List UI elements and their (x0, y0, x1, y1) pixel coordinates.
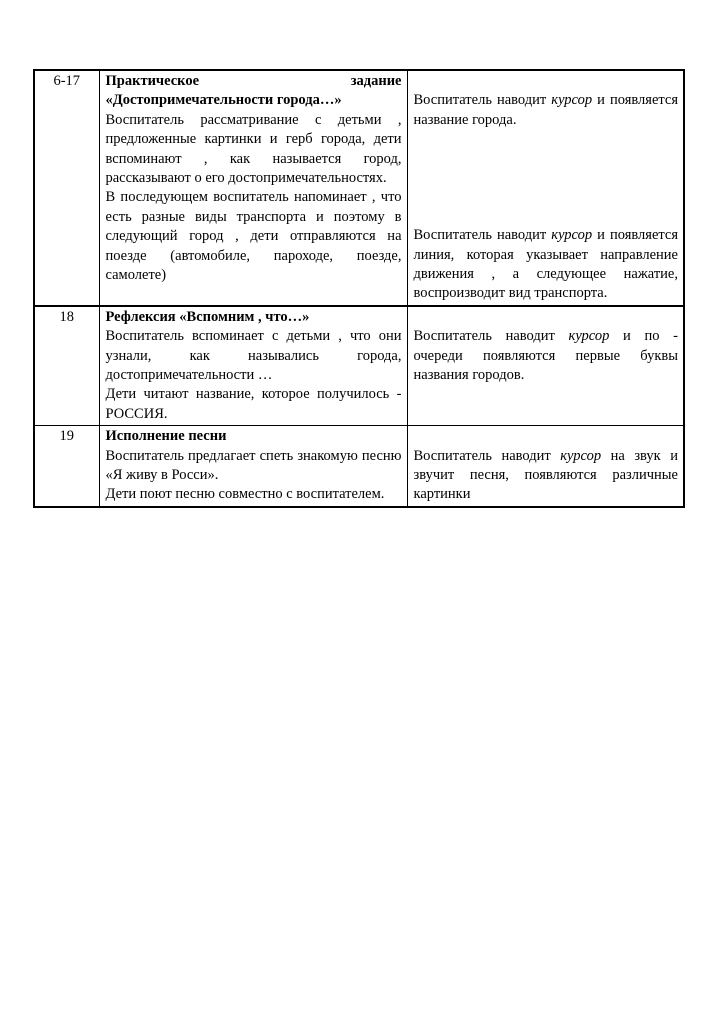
table-row (34, 70, 684, 306)
step-number: 19 (34, 426, 99, 507)
step-title-line-1: Практическое задание (105, 73, 402, 89)
step-description (99, 306, 407, 426)
table-row (34, 426, 684, 507)
cursor-term: курсор (551, 92, 593, 109)
description-paragraph: Воспитатель рассматривание с детьми , предложенные картинки и герб города, дети вспоминают , как называется город, рассказывают о его достопримечательностях. (105, 111, 402, 187)
cursor-term: курсор (568, 328, 610, 345)
teacher-action (407, 426, 684, 507)
table-row (34, 306, 684, 426)
description-paragraph: Воспитатель предлагает спеть знакомую песню «Я живу в Росси». (105, 447, 402, 484)
description-paragraph: Дети поют песню совместно с воспитателем. (105, 486, 385, 503)
description-paragraph: Воспитатель вспоминает с детьми , что они узнали, как назывались города, достопримечательности … (105, 328, 402, 384)
step-description (99, 70, 407, 306)
teacher-action (407, 70, 684, 306)
description-paragraph: Дети читают название, которое получилось - РОССИЯ. (105, 386, 402, 422)
lesson-plan-table (33, 69, 685, 508)
step-number: 6-17 (34, 70, 99, 306)
description-paragraph: В последующем воспитатель напоминает , что есть разные виды транспорта и поэтому в следующий город , дети отправляются на поезде (автомобиле, пароходе, поезде, самолете) (105, 189, 402, 284)
step-title: Исполнение песни (105, 428, 227, 445)
cursor-term: курсор (560, 447, 602, 464)
step-title: Рефлексия «Вспомним , что…» (105, 308, 310, 325)
cursor-term: курсор (551, 227, 593, 244)
step-title-line-2: «Достопримечательности города…» (105, 92, 342, 109)
step-number: 18 (34, 306, 99, 426)
action-paragraph: Воспитатель наводит курсор на звук и звучит песня, появляются различные картинки (413, 447, 678, 503)
action-paragraph: Воспитатель наводит курсор и по - очереди появляются первые буквы названия городов. (413, 328, 678, 384)
action-paragraph: Воспитатель наводит курсор и появляется линия, которая указывает направление движения , а следующее нажатие, воспроизводит вид транспорта. (413, 227, 679, 302)
action-paragraph: Воспитатель наводит курсор и появляется название города. (413, 92, 679, 128)
step-description (99, 426, 407, 507)
teacher-action (407, 306, 684, 426)
